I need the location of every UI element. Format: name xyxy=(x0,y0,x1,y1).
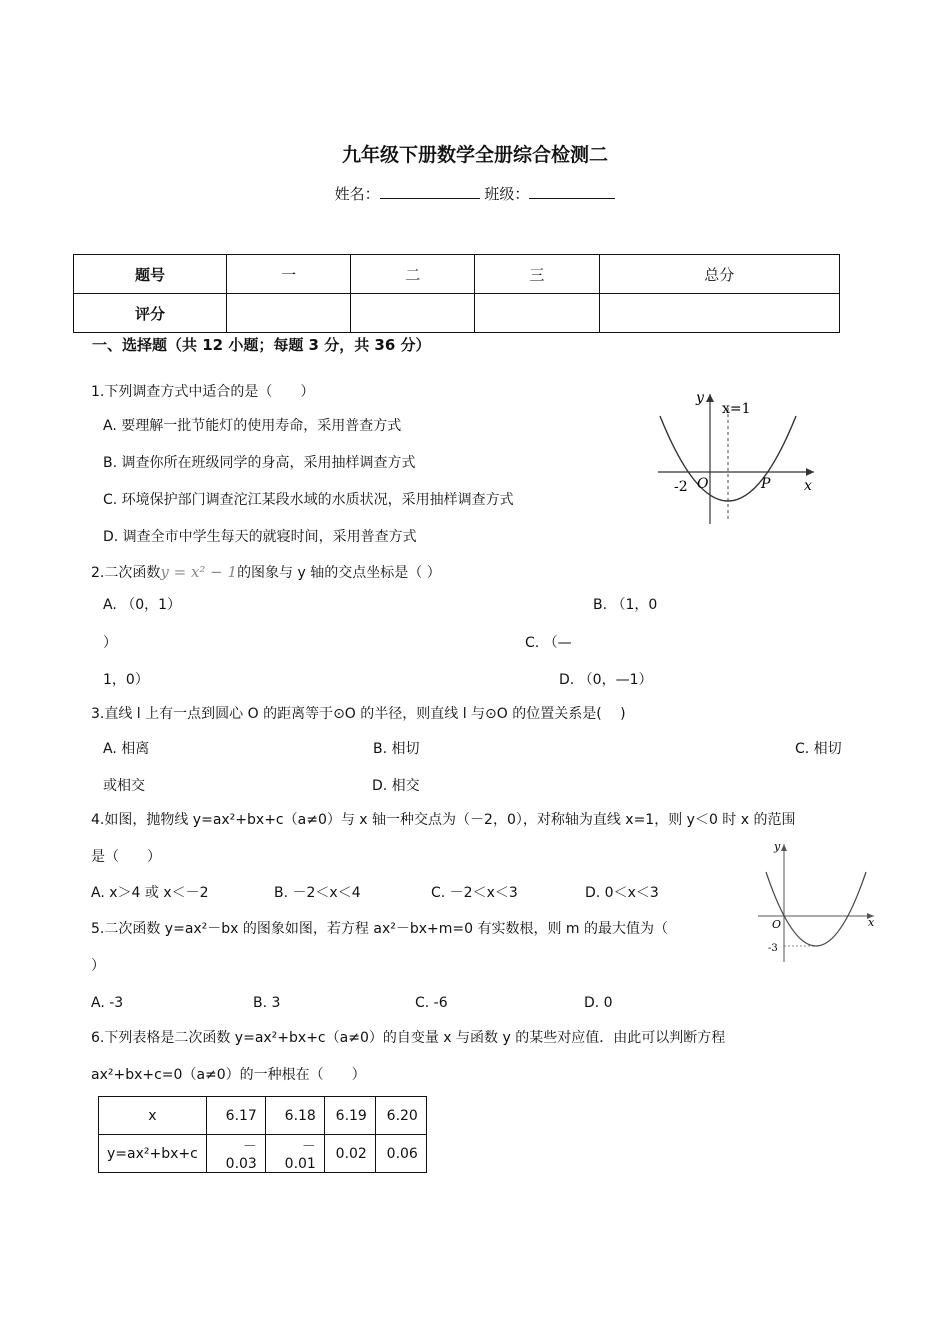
q2-option-d[interactable]: D. （0，—1） xyxy=(559,672,653,688)
name-label: 姓名： xyxy=(334,185,380,203)
q5-stem-cont: ） xyxy=(91,958,105,974)
y-value-cell: 0.02 xyxy=(324,1135,375,1173)
score-input-total[interactable] xyxy=(599,294,839,333)
score-table xyxy=(73,254,840,333)
student-info xyxy=(0,184,950,202)
value-table-y-row xyxy=(99,1135,427,1173)
fig1-p-label: P xyxy=(761,476,771,492)
q2-option-c[interactable]: C. （— xyxy=(525,635,572,651)
q5-option-b[interactable]: B. 3 xyxy=(253,995,281,1011)
fig1-y-label: y xyxy=(696,390,704,406)
fig1-origin-label: O xyxy=(697,476,709,492)
q3-option-d[interactable]: D. 相交 xyxy=(372,778,420,794)
fig2-x-label: x xyxy=(868,916,875,929)
q2-stem-post: 的图象与 y 轴的交点坐标是（ ） xyxy=(237,565,441,581)
score-table-header-row xyxy=(74,255,840,294)
q3-stem: 3.直线 l 上有一点到圆心 O 的距离等于⊙O 的半径，则直线 l 与⊙O 的位置关系是( ) xyxy=(91,706,626,722)
x-label-cell: x xyxy=(99,1097,207,1135)
q4-stem-cont: 是（ ） xyxy=(91,849,161,865)
y-value-cell: －0.01 xyxy=(265,1135,324,1173)
fig1-y-arrow xyxy=(706,394,714,402)
value-table xyxy=(98,1096,427,1173)
q3-option-b[interactable]: B. 相切 xyxy=(373,741,420,757)
q3-option-c-cont: 或相交 xyxy=(103,778,145,794)
section-heading: 一、选择题（共 12 小题；每题 3 分，共 36 分） xyxy=(92,336,431,354)
name-blank[interactable] xyxy=(380,184,480,199)
q4-option-c[interactable]: C. －2＜x＜3 xyxy=(431,885,518,901)
page-title: 九年级下册数学全册综合检测二 xyxy=(341,144,608,166)
y-value-cell: 0.06 xyxy=(375,1135,426,1173)
q4-stem: 4.如图，抛物线 y=ax²+bx+c（a≠0）与 x 轴一种交点为（－2，0），对称轴为直线 x=1，则 y＜0 时 x 的范围 xyxy=(91,812,796,828)
score-cell-part3: 三 xyxy=(475,255,599,294)
q2-option-b-cont: ） xyxy=(103,635,117,651)
score-input-2[interactable] xyxy=(351,294,475,333)
y-value-cell: －0.03 xyxy=(206,1135,265,1173)
q1-option-a[interactable]: A. 要理解一批节能灯的使用寿命，采用普查方式 xyxy=(103,418,402,434)
x-value-cell: 6.20 xyxy=(375,1097,426,1135)
q1-stem: 1.下列调查方式中适合的是（ ） xyxy=(91,384,315,400)
q5-stem: 5.二次函数 y=ax²－bx 的图象如图，若方程 ax²－bx+m=0 有实数根，则 m 的最大值为（ xyxy=(91,921,669,937)
q3-option-a[interactable]: A. 相离 xyxy=(103,741,150,757)
class-label: 班级： xyxy=(484,185,530,203)
score-input-1[interactable] xyxy=(227,294,351,333)
fig2-neg3-label: -3 xyxy=(768,943,778,954)
q2-stem xyxy=(91,565,441,580)
q1-option-b[interactable]: B. 调查你所在班级同学的身高，采用抽样调查方式 xyxy=(103,455,416,471)
q3-option-c[interactable]: C. 相切 xyxy=(795,741,842,757)
parabola-figure-2 xyxy=(754,838,882,964)
score-input-3[interactable] xyxy=(475,294,599,333)
q6-stem-cont: ax²+bx+c=0（a≠0）的一种根在（ ） xyxy=(91,1067,366,1083)
fig1-axis-label: x=1 xyxy=(722,401,751,417)
score-row-label: 评分 xyxy=(74,294,227,333)
fig2-origin-label: O xyxy=(772,918,782,931)
q5-option-c[interactable]: C. -6 xyxy=(415,995,448,1011)
q4-option-d[interactable]: D. 0＜x＜3 xyxy=(585,885,659,901)
value-table-x-row xyxy=(99,1097,427,1135)
q2-formula: y = x² − 1 xyxy=(160,563,238,581)
fig1-x-arrow xyxy=(806,468,814,476)
q6-stem: 6.下列表格是二次函数 y=ax²+bx+c（a≠0）的自变量 x 与函数 y 的某些对应值．由此可以判断方程 xyxy=(91,1030,726,1046)
q4-option-b[interactable]: B. －2＜x＜4 xyxy=(274,885,361,901)
score-table-score-row xyxy=(74,294,840,333)
fig2-y-arrow xyxy=(781,844,787,851)
q4-option-a[interactable]: A. x＞4 或 x＜－2 xyxy=(91,885,209,901)
fig2-parabola xyxy=(766,872,866,946)
q2-stem-pre: 2.二次函数 xyxy=(91,565,161,581)
score-cell-label: 题号 xyxy=(74,255,227,294)
q2-option-c-cont: 1，0） xyxy=(103,672,149,688)
q2-option-b[interactable]: B. （1，0 xyxy=(593,597,658,613)
y-label-cell: y=ax²+bx+c xyxy=(99,1135,207,1173)
q2-option-a[interactable]: A. （0，1） xyxy=(103,597,182,613)
parabola-figure-1 xyxy=(652,386,822,531)
class-blank[interactable] xyxy=(529,184,615,199)
x-value-cell: 6.18 xyxy=(265,1097,324,1135)
fig2-y-label: y xyxy=(774,840,781,853)
q1-option-d[interactable]: D. 调查全市中学生每天的就寝时间，采用普查方式 xyxy=(103,529,417,545)
x-value-cell: 6.17 xyxy=(206,1097,265,1135)
q5-option-d[interactable]: D. 0 xyxy=(584,995,613,1011)
score-cell-total: 总分 xyxy=(599,255,839,294)
fig1-x-label: x xyxy=(804,478,812,494)
q1-option-c[interactable]: C. 环境保护部门调查沱江某段水域的水质状况，采用抽样调查方式 xyxy=(103,492,514,508)
x-value-cell: 6.19 xyxy=(324,1097,375,1135)
fig1-neg2-label: -2 xyxy=(674,479,688,495)
score-cell-part1: 一 xyxy=(227,255,351,294)
q5-option-a[interactable]: A. -3 xyxy=(91,995,124,1011)
score-cell-part2: 二 xyxy=(351,255,475,294)
